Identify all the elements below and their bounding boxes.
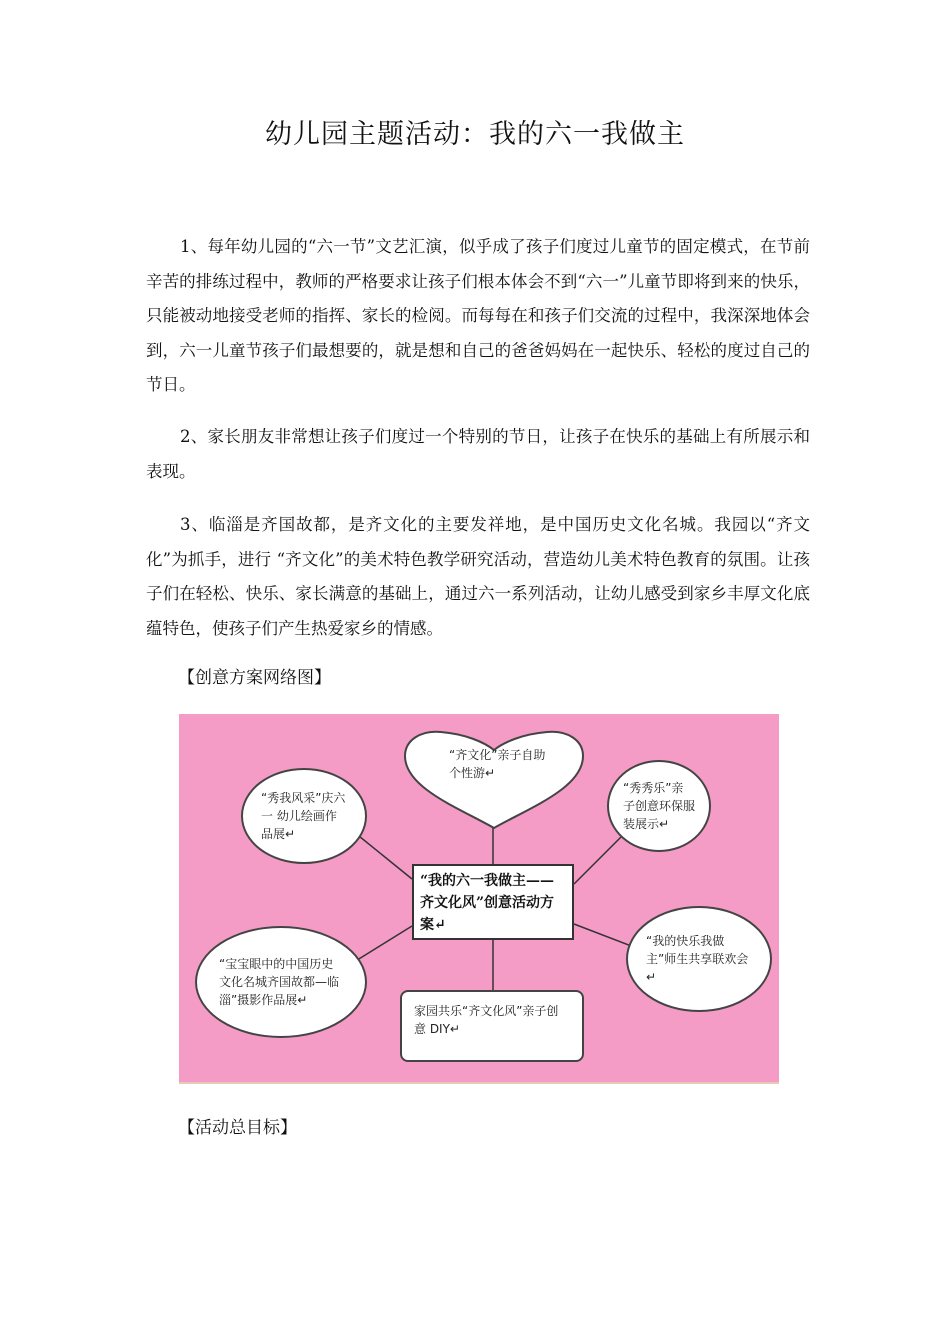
node-bottom: 家园共乐“齐文化风”亲子创意 DIY↵ [400,990,584,1062]
page-title: 幼儿园主题活动：我的六一我做主 [265,119,685,150]
node-right-top: “秀秀乐”亲子创意环保服装展示↵ [607,760,711,852]
paragraph-1: 1、每年幼儿园的“六一节”文艺汇演，似乎成了孩子们度过儿童节的固定模式，在节前辛苦的排练过程中，教师的严格要求让孩子们根本体会不到“六一”儿童节即将到来的快乐，只能被动地接受老师的指挥、家长的检阅。而每每在和孩子们交流的过程中，我深深地体会到，六一儿童节孩子们最想要的，就是想和自己的爸爸妈妈在一起快乐、轻松的度过自己的节日。 [146,237,810,394]
node-left-bottom: “宝宝眼中的中国历史文化名城齐国故都—临淄”摄影作品展↵ [195,926,367,1038]
node-top-heart: “齐文化”亲子自助个性游↵ [449,748,546,780]
paragraph-2: 2、家长朋友非常想让孩子们度过一个特别的节日，让孩子在快乐的基础上有所展示和表现。 [146,427,810,481]
diagram-heading: 【创意方案网络图】 [178,668,331,688]
node-left-top: “秀我风采”庆六一 幼儿绘画作品展↵ [241,768,367,864]
node-center: “我的六一我做主——齐文化风”创意活动方案↵ [412,864,574,940]
paragraph-3: 3、临淄是齐国故都，是齐文化的主要发祥地，是中国历史文化名城。我园以“齐文化”为抓手，进行 “齐文化”的美术特色教学研究活动，营造幼儿美术特色教育的氛围。让孩子们在轻松、快乐、家长满意的基础上，通过六一系列活动，让幼儿感受到家乡丰厚文化底蕴特色，使孩子们产生热爱家乡的情感。 [146,515,810,638]
mind-map-diagram [179,714,779,1084]
node-right-bottom: “我的快乐我做主”师生共享联欢会↵ [626,906,772,1012]
goals-heading: 【活动总目标】 [178,1118,297,1138]
